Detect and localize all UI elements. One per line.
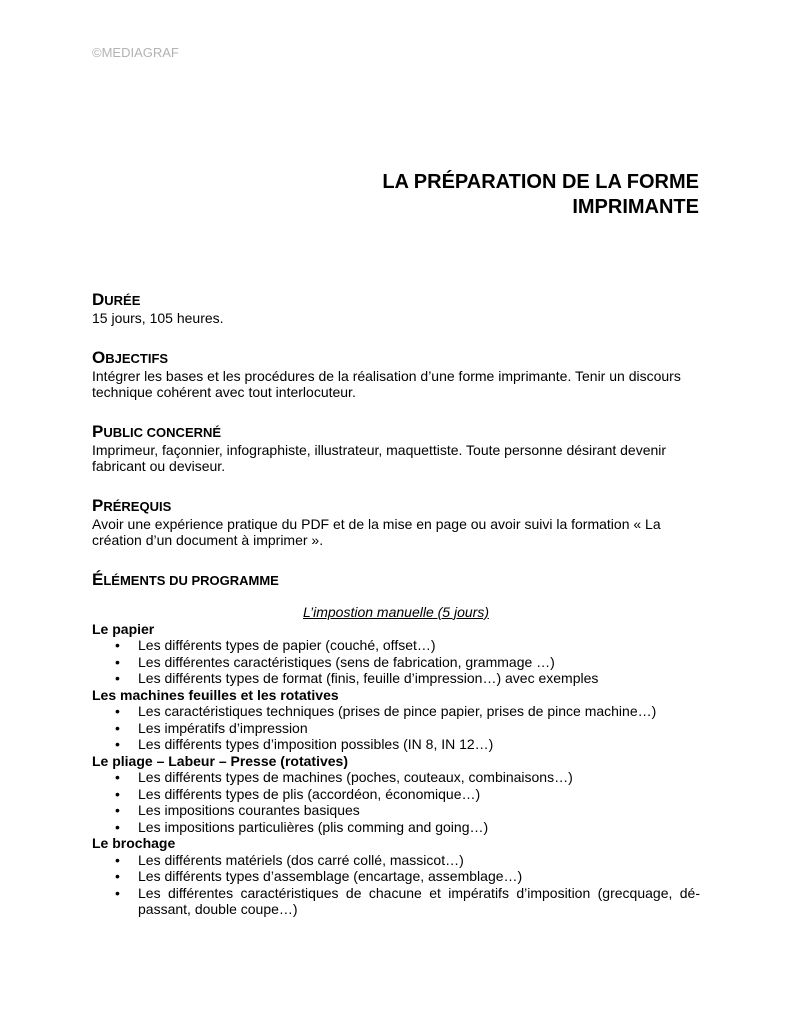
module-title: L’impostion manuelle (5 jours): [303, 603, 489, 620]
section-text-prerequis: Avoir une expérience pratique du PDF et de la mise en page ou avoir suivi la formation « La création d’un document à imprimer ».: [92, 515, 661, 548]
group-title: Le brochage: [92, 835, 176, 851]
list-item-text: Les impératifs d’impression: [138, 719, 308, 736]
group-title: Le pliage – Labeur – Presse (rotatives): [92, 752, 348, 769]
group-title: Les machines feuilles et les rotatives: [92, 686, 339, 703]
list-item-text: Les différents types de machines (poches, couteaux, combinaisons…): [138, 769, 573, 785]
list-item: [92, 819, 700, 836]
bullet-icon: •: [115, 670, 120, 686]
section-heading-objectifs: OBJECTIFS: [92, 347, 169, 367]
list-item-text: Les différentes caractéristiques (sens de fabrication, grammage …): [138, 653, 555, 670]
module-groups: [92, 621, 700, 918]
list-item-text: Les différents types de plis (accordéon, économique…): [138, 785, 481, 802]
list-item-text: Les impositions particulières (plis comming and going…): [138, 818, 489, 835]
bullet-icon: •: [115, 736, 120, 752]
bullet-icon: •: [115, 703, 120, 719]
section-text-duree: 15 jours, 105 heures.: [92, 310, 224, 326]
list-item-text: Les impositions courantes basiques: [138, 802, 360, 818]
bullet-icon: •: [115, 884, 120, 901]
list-item-text: Les différentes caractéristiques de chacune et impératifs d’imposition (grecquage, dé-passant, double coupe…): [138, 884, 700, 917]
bullet-icon: •: [115, 868, 120, 884]
document-title-line-2: IMPRIMANTE: [572, 196, 699, 218]
bullet-icon: •: [115, 637, 120, 653]
bullet-icon: •: [115, 818, 120, 835]
list-item: [92, 736, 700, 753]
section-objectifs: [92, 348, 700, 401]
section-text-public: Imprimeur, façonnier, infographiste, illustrateur, maquettiste. Toute personne désirant devenir fabricant ou deviseur.: [92, 441, 667, 474]
list-item: [92, 637, 700, 654]
list-item: [92, 703, 700, 720]
section-heading-public: PUBLIC CONCERNÉ: [92, 421, 222, 441]
list-item-text: Les caractéristiques techniques (prises de pince papier, prises de pince machine…): [138, 703, 657, 719]
bullet-list: [92, 703, 700, 753]
bullet-list: [92, 852, 700, 918]
bullet-list: [92, 769, 700, 835]
document-body: [92, 290, 700, 918]
list-item: [92, 885, 700, 918]
bullet-list: [92, 637, 700, 687]
list-item: [92, 852, 700, 869]
section-heading-programme: ÉLÉMENTS DU PROGRAMME: [92, 569, 279, 589]
bullet-icon: •: [115, 802, 120, 818]
list-item-text: Les différents types de format (finis, feuille d’impression…) avec exemples: [138, 670, 599, 686]
list-item: [92, 720, 700, 737]
section-heading-prerequis: PRÉREQUIS: [92, 495, 172, 515]
list-item-text: Les différents matériels (dos carré collé, massicot…): [138, 851, 464, 868]
list-item: [92, 654, 700, 671]
section-public: [92, 422, 700, 475]
copyright-notice: ©MEDIAGRAF: [92, 45, 179, 60]
group-title: Le papier: [92, 620, 155, 637]
bullet-icon: •: [115, 719, 120, 736]
section-duree: [92, 290, 700, 327]
bullet-icon: •: [115, 851, 120, 868]
section-heading-duree: DURÉE: [92, 290, 141, 309]
list-item: [92, 868, 700, 885]
list-item-text: Les différents types d’assemblage (encartage, assemblage…): [138, 868, 523, 884]
list-item: [92, 670, 700, 687]
list-item: [92, 769, 700, 786]
list-item-text: Les différents types de papier (couché, offset…): [138, 637, 436, 653]
section-prerequis: [92, 496, 700, 549]
list-item: [92, 786, 700, 803]
document-title: [139, 170, 699, 220]
bullet-icon: •: [115, 785, 120, 802]
list-item: [92, 802, 700, 819]
section-text-objectifs: Intégrer les bases et les procédures de la réalisation d’une forme imprimante. Tenir un discours technique cohérent avec tout interlocuteur.: [92, 367, 681, 400]
bullet-icon: •: [115, 769, 120, 785]
list-item-text: Les différents types d’imposition possibles (IN 8, IN 12…): [138, 736, 494, 752]
document-title-line-1: LA PRÉPARATION DE LA FORME: [382, 171, 699, 193]
bullet-icon: •: [115, 653, 120, 670]
